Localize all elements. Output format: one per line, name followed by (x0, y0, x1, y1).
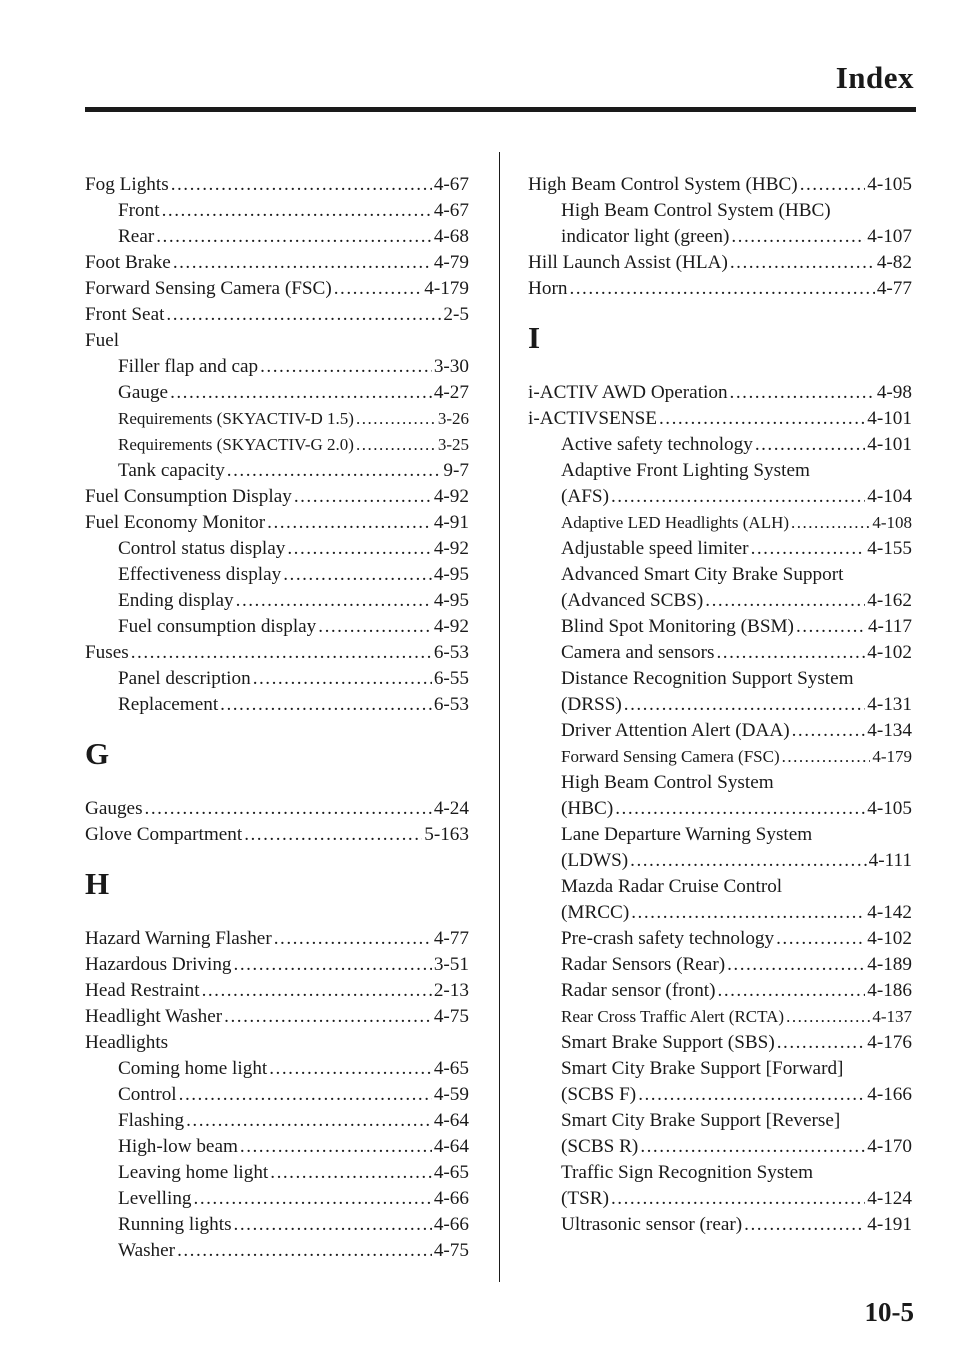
entry-page-ref: 4-82 (876, 252, 912, 273)
entry-label: (DRSS) (561, 694, 622, 715)
dot-leader (730, 250, 875, 276)
dot-leader (611, 484, 865, 510)
index-subentry (528, 796, 912, 822)
index-subentry (528, 900, 912, 926)
entry-page-ref: 4-176 (867, 1032, 912, 1053)
entry-label: Forward Sensing Camera (FSC) (85, 278, 332, 299)
entry-page-ref: 6-53 (433, 694, 469, 715)
entry-page-ref: 2-5 (443, 304, 469, 325)
entry-label: (AFS) (561, 486, 609, 507)
entry-label: (LDWS) (561, 850, 629, 871)
entry-label: Flashing (118, 1110, 185, 1131)
dot-leader (244, 822, 422, 848)
entry-page-ref: 4-107 (867, 226, 912, 247)
index-entry (85, 640, 469, 666)
entry-page-ref: 4-91 (433, 512, 469, 533)
dot-leader (611, 1186, 865, 1212)
entry-label: Head Restraint (85, 980, 200, 1001)
entry-label: Pre-crash safety technology (561, 928, 775, 949)
index-subentry (528, 484, 912, 510)
dot-leader (744, 1212, 865, 1238)
index-subentry (528, 640, 912, 666)
index-entry (85, 172, 469, 198)
dot-leader (630, 848, 867, 874)
entry-label: (SCBS F) (561, 1084, 637, 1105)
dot-leader (287, 536, 431, 562)
entry-page-ref: 4-95 (433, 564, 469, 585)
entry-page-ref: 3-25 (437, 435, 469, 454)
index-entry-label: Fuel (85, 330, 120, 351)
entry-label: Tank capacity (118, 460, 225, 481)
index-entry-label: Headlights (85, 1032, 169, 1053)
entry-label: indicator light (green) (561, 226, 730, 247)
entry-page-ref: 4-134 (867, 720, 912, 741)
entry-page-ref: 4-102 (867, 928, 912, 949)
entry-page-ref: 4-117 (867, 616, 912, 637)
index-subentry (528, 744, 912, 770)
dot-leader (269, 1056, 432, 1082)
entry-page-ref: 4-59 (433, 1084, 469, 1105)
index-column-right (528, 172, 912, 1238)
entry-page-ref: 2-13 (433, 980, 469, 1001)
index-subentry-label: Mazda Radar Cruise Control (561, 876, 783, 897)
entry-label: High Beam Control System (HBC) (528, 174, 798, 195)
dot-leader (202, 978, 432, 1004)
entry-page-ref: 3-51 (433, 954, 469, 975)
dot-leader (334, 276, 422, 302)
index-subentry (85, 692, 469, 718)
index-entry (85, 276, 469, 302)
index-subentry-label: Advanced Smart City Brake Support (561, 564, 844, 585)
page-number: 10-5 (864, 1297, 914, 1327)
entry-label: High-low beam (118, 1136, 238, 1157)
dot-leader (274, 926, 432, 952)
entry-page-ref: 6-53 (433, 642, 469, 663)
entry-label: Levelling (118, 1188, 192, 1209)
section-letter: H (85, 866, 110, 901)
index-subentry-label: Traffic Sign Recognition System (561, 1162, 814, 1183)
dot-leader (171, 172, 432, 198)
entry-page-ref: 4-179 (424, 278, 469, 299)
dot-leader (792, 718, 866, 744)
entry-page-ref: 4-95 (433, 590, 469, 611)
index-subentry-label: Adaptive Front Lighting System (561, 460, 810, 481)
dot-leader (179, 1082, 432, 1108)
dot-leader (260, 354, 432, 380)
entry-label: Fuel consumption display (118, 616, 317, 637)
entry-label: Control status display (118, 538, 286, 559)
index-subentry (85, 1056, 469, 1082)
index-subentry (528, 510, 912, 536)
entry-page-ref: 4-79 (433, 252, 469, 273)
entry-label: Ending display (118, 590, 234, 611)
entry-page-ref: 4-65 (433, 1162, 469, 1183)
entry-label: (MRCC) (561, 902, 630, 923)
entry-page-ref: 4-191 (867, 1214, 912, 1235)
section-letter: I (528, 320, 541, 355)
index-subentry (85, 380, 469, 406)
index-subentry (528, 926, 912, 952)
entry-page-ref: 4-111 (868, 850, 912, 871)
dot-leader (659, 406, 865, 432)
entry-page-ref: 4-137 (872, 1007, 912, 1026)
dot-leader (796, 614, 866, 640)
entry-page-ref: 4-92 (433, 538, 469, 559)
entry-label: (Advanced SCBS) (561, 590, 704, 611)
index-subentry (528, 614, 912, 640)
entry-label: Hill Launch Assist (HLA) (528, 252, 728, 273)
entry-label: Adjustable speed limiter (561, 538, 749, 559)
index-subentry (528, 588, 912, 614)
entry-label: Horn (528, 278, 568, 299)
entry-label: Glove Compartment (85, 824, 243, 845)
dot-leader (356, 406, 436, 432)
entry-label: Fog Lights (85, 174, 169, 195)
entry-label: Hazard Warning Flasher (85, 928, 272, 949)
entry-page-ref: 4-67 (433, 200, 469, 221)
index-subentry-label: High Beam Control System (561, 772, 774, 793)
page-title: Index (835, 60, 914, 95)
index-subentry (85, 406, 469, 432)
entry-page-ref: 4-66 (433, 1188, 469, 1209)
entry-page-ref: 6-55 (433, 668, 469, 689)
dot-leader (640, 1134, 865, 1160)
dot-leader (173, 250, 432, 276)
entry-page-ref: 4-77 (876, 278, 912, 299)
dot-leader (631, 900, 865, 926)
index-subentry (85, 458, 469, 484)
entry-page-ref: 3-26 (437, 409, 469, 428)
index-entry (85, 978, 469, 1004)
dot-leader (156, 224, 432, 250)
dot-leader (730, 380, 875, 406)
entry-label: Gauge (118, 382, 169, 403)
dot-leader (145, 796, 432, 822)
index-subentry (528, 536, 912, 562)
index-entry (85, 796, 469, 822)
dot-leader (776, 926, 865, 952)
column-divider (499, 152, 500, 1282)
dot-leader (224, 1004, 432, 1030)
entry-page-ref: 4-170 (867, 1136, 912, 1157)
entry-label: Fuses (85, 642, 129, 663)
index-entry (85, 952, 469, 978)
entry-label: Forward Sensing Camera (FSC) (561, 747, 780, 766)
entry-label: Adaptive LED Headlights (ALH) (561, 513, 790, 532)
entry-page-ref: 4-162 (867, 590, 912, 611)
entry-page-ref: 4-92 (433, 616, 469, 637)
index-subentry (85, 536, 469, 562)
entry-label: (SCBS R) (561, 1136, 639, 1157)
index-subentry (528, 952, 912, 978)
entry-page-ref: 4-75 (433, 1240, 469, 1261)
entry-page-ref: 4-67 (433, 174, 469, 195)
entry-label: Gauges (85, 798, 143, 819)
dot-leader (786, 1004, 870, 1030)
entry-page-ref: 4-101 (867, 434, 912, 455)
entry-page-ref: 4-108 (872, 513, 912, 532)
entry-page-ref: 4-186 (867, 980, 912, 1001)
index-subentry (528, 1134, 912, 1160)
entry-page-ref: 4-65 (433, 1058, 469, 1079)
entry-page-ref: 4-66 (433, 1214, 469, 1235)
entry-label: i-ACTIVSENSE (528, 408, 657, 429)
entry-label: Running lights (118, 1214, 232, 1235)
index-subentry (528, 692, 912, 718)
index-entry (528, 250, 912, 276)
entry-label: (HBC) (561, 798, 614, 819)
entry-page-ref: 4-179 (872, 747, 912, 766)
entry-page-ref: 4-24 (433, 798, 469, 819)
index-subentry-label: Smart City Brake Support [Reverse] (561, 1110, 841, 1131)
dot-leader (318, 614, 432, 640)
entry-page-ref: 4-68 (433, 226, 469, 247)
dot-leader (791, 510, 870, 536)
index-subentry (528, 1004, 912, 1030)
dot-leader (800, 172, 866, 198)
dot-leader (638, 1082, 865, 1108)
entry-label: Washer (118, 1240, 176, 1261)
index-subentry (528, 1030, 912, 1056)
dot-leader (716, 640, 865, 666)
index-entry (528, 276, 912, 302)
index-entry (85, 484, 469, 510)
entry-label: Ultrasonic sensor (rear) (561, 1214, 743, 1235)
entry-label: Smart Brake Support (SBS) (561, 1032, 775, 1053)
entry-page-ref: 4-142 (867, 902, 912, 923)
entry-label: Coming home light (118, 1058, 268, 1079)
index-entry (528, 172, 912, 198)
dot-leader (731, 224, 865, 250)
entry-page-ref: 4-104 (867, 486, 912, 507)
dot-leader (751, 536, 866, 562)
entry-label: Radar sensor (front) (561, 980, 716, 1001)
dot-leader (777, 1030, 866, 1056)
index-entry (85, 250, 469, 276)
entry-label: Requirements (SKYACTIV-G 2.0) (118, 435, 354, 454)
index-entry (528, 380, 912, 406)
entry-page-ref: 4-98 (876, 382, 912, 403)
entry-label: Camera and sensors (561, 642, 715, 663)
index-column-left (85, 172, 469, 1264)
entry-label: Leaving home light (118, 1162, 269, 1183)
entry-label: Hazardous Driving (85, 954, 232, 975)
index-subentry (85, 562, 469, 588)
index-subentry (85, 1186, 469, 1212)
entry-page-ref: 4-131 (867, 694, 912, 715)
index-subentry (85, 1082, 469, 1108)
entry-label: i-ACTIV AWD Operation (528, 382, 728, 403)
dot-leader (569, 276, 874, 302)
index-subentry (85, 1212, 469, 1238)
entry-page-ref: 4-101 (867, 408, 912, 429)
entry-label: Rear (118, 226, 155, 247)
entry-label: Fuel Economy Monitor (85, 512, 266, 533)
entry-page-ref: 4-27 (433, 382, 469, 403)
entry-page-ref: 4-189 (867, 954, 912, 975)
entry-label: Active safety technology (561, 434, 753, 455)
dot-leader (177, 1238, 432, 1264)
index-subentry (528, 718, 912, 744)
dot-leader (170, 380, 432, 406)
index-subentry-label: Lane Departure Warning System (561, 824, 813, 845)
dot-leader (131, 640, 432, 666)
index-subentry (85, 198, 469, 224)
entry-label: Blind Spot Monitoring (BSM) (561, 616, 794, 637)
entry-page-ref: 4-64 (433, 1110, 469, 1131)
dot-leader (162, 198, 432, 224)
dot-leader (240, 1134, 432, 1160)
dot-leader (705, 588, 865, 614)
dot-leader (267, 510, 432, 536)
dot-leader (624, 692, 865, 718)
index-subentry (85, 1108, 469, 1134)
entry-page-ref: 4-105 (867, 798, 912, 819)
index-subentry-label: Distance Recognition Support System (561, 668, 854, 689)
entry-label: Panel description (118, 668, 251, 689)
entry-label: Driver Attention Alert (DAA) (561, 720, 790, 741)
entry-label: Filler flap and cap (118, 356, 259, 377)
index-entry (85, 510, 469, 536)
entry-label: Effectiveness display (118, 564, 282, 585)
index-subentry (85, 1160, 469, 1186)
entry-label: Front (118, 200, 160, 221)
entry-page-ref: 4-166 (867, 1084, 912, 1105)
dot-leader (234, 952, 432, 978)
dot-leader (727, 952, 865, 978)
index-entry (528, 406, 912, 432)
dot-leader (270, 1160, 432, 1186)
entry-page-ref: 4-92 (433, 486, 469, 507)
index-subentry (528, 978, 912, 1004)
index-subentry (85, 354, 469, 380)
entry-page-ref: 3-30 (433, 356, 469, 377)
entry-page-ref: 4-77 (433, 928, 469, 949)
index-subentry (85, 432, 469, 458)
dot-leader (294, 484, 432, 510)
index-subentry (85, 666, 469, 692)
index-entry (85, 822, 469, 848)
dot-leader (186, 1108, 432, 1134)
entry-page-ref: 5-163 (424, 824, 469, 845)
index-subentry (85, 1238, 469, 1264)
index-subentry (85, 1134, 469, 1160)
index-subentry (528, 224, 912, 250)
entry-page-ref: 4-64 (433, 1136, 469, 1157)
index-subentry (528, 1212, 912, 1238)
entry-label: Requirements (SKYACTIV-D 1.5) (118, 409, 354, 428)
dot-leader (615, 796, 865, 822)
dot-leader (718, 978, 866, 1004)
index-subentry (85, 614, 469, 640)
index-subentry-label: Smart City Brake Support [Forward] (561, 1058, 844, 1079)
entry-label: (TSR) (561, 1188, 609, 1209)
entry-label: Control (118, 1084, 177, 1105)
entry-page-ref: 4-155 (867, 538, 912, 559)
index-subentry (528, 1186, 912, 1212)
dot-leader (253, 666, 432, 692)
dot-leader (283, 562, 432, 588)
index-entry (85, 302, 469, 328)
entry-page-ref: 4-105 (867, 174, 912, 195)
entry-label: Rear Cross Traffic Alert (RCTA) (561, 1007, 785, 1026)
entry-label: Foot Brake (85, 252, 171, 273)
index-subentry (85, 588, 469, 614)
entry-label: Radar Sensors (Rear) (561, 954, 726, 975)
dot-leader (356, 432, 436, 458)
header-rule (85, 107, 916, 112)
entry-label: Front Seat (85, 304, 165, 325)
entry-label: Headlight Washer (85, 1006, 223, 1027)
dot-leader (166, 302, 441, 328)
entry-label: Fuel Consumption Display (85, 486, 292, 507)
index-subentry (528, 848, 912, 874)
index-subentry (528, 1082, 912, 1108)
section-letter: G (85, 736, 110, 771)
index-subentry (85, 224, 469, 250)
dot-leader (227, 458, 442, 484)
index-subentry-label: High Beam Control System (HBC) (561, 200, 831, 221)
entry-label: Replacement (118, 694, 219, 715)
entry-page-ref: 9-7 (443, 460, 469, 481)
entry-page-ref: 4-124 (867, 1188, 912, 1209)
dot-leader (220, 692, 432, 718)
index-subentry (528, 432, 912, 458)
dot-leader (755, 432, 865, 458)
index-entry (85, 926, 469, 952)
entry-page-ref: 4-102 (867, 642, 912, 663)
entry-page-ref: 4-75 (433, 1006, 469, 1027)
dot-leader (782, 744, 871, 770)
dot-leader (234, 1212, 432, 1238)
index-entry (85, 1004, 469, 1030)
dot-leader (236, 588, 432, 614)
dot-leader (194, 1186, 432, 1212)
